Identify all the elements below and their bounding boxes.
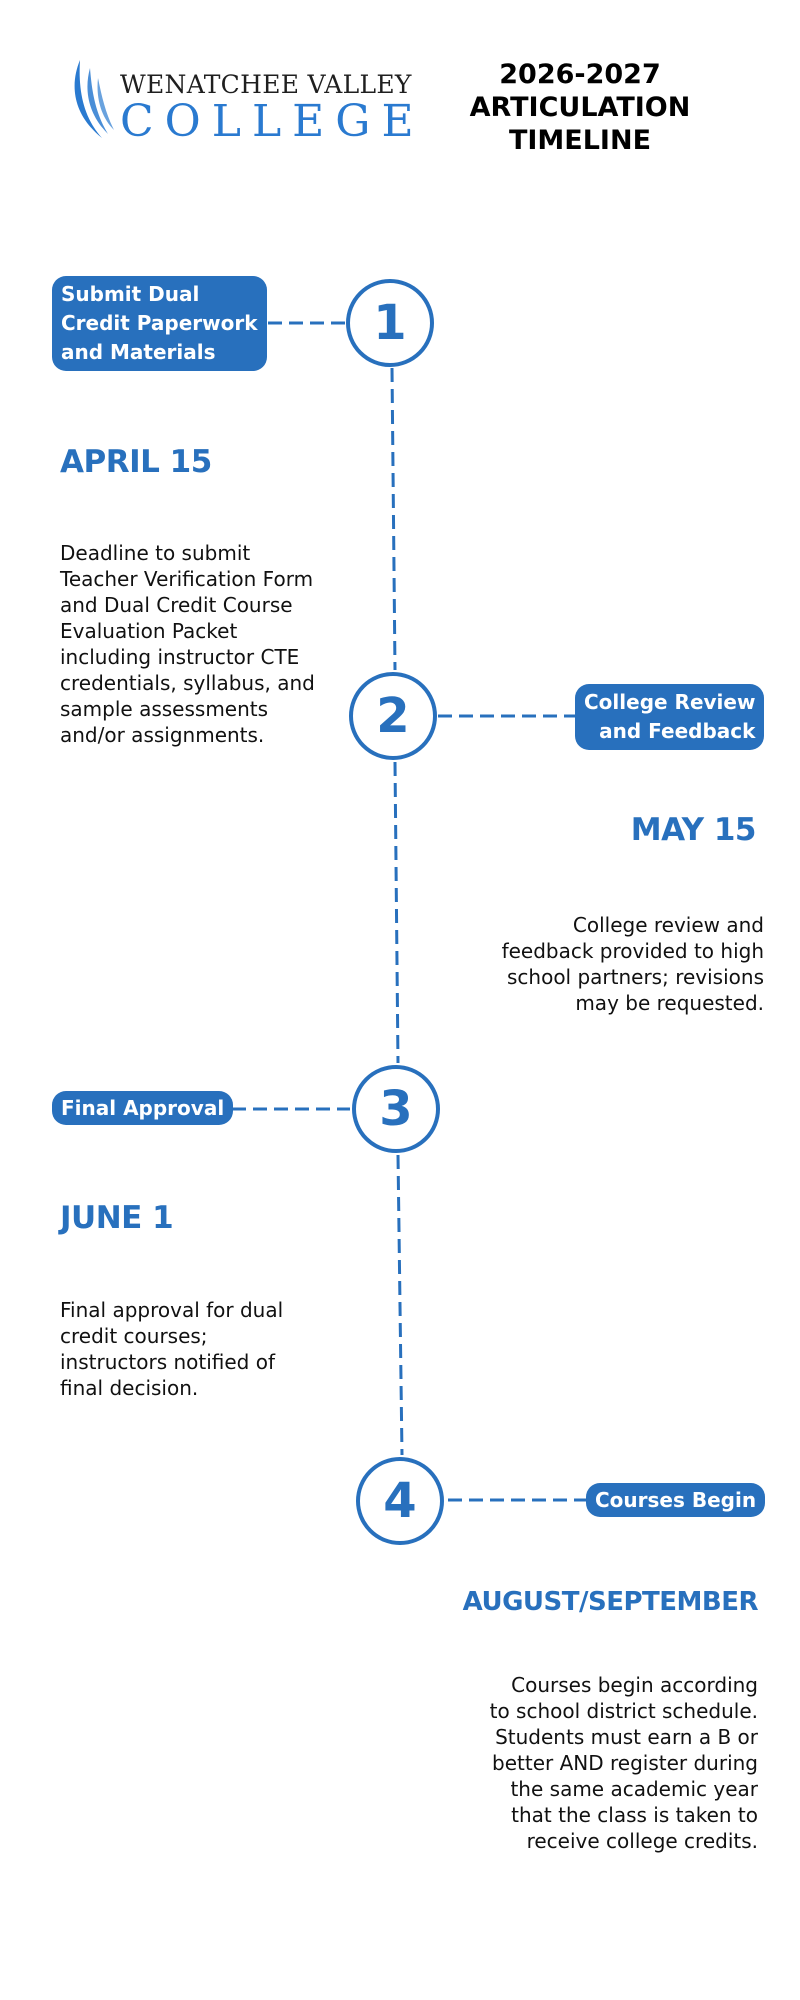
step-1-label-line: Submit Dual	[61, 282, 200, 306]
title-line-articulation: ARTICULATION	[469, 92, 691, 123]
step-2-label-line: and Feedback	[599, 719, 756, 743]
step-2-label-line: College Review	[584, 690, 756, 714]
step-2-date: MAY 15	[630, 812, 756, 848]
step-4-description: Courses begin according to school district schedule. Students must earn a B or better AND register during the same academic year that the class is taken to receive college credits.	[489, 1673, 758, 1853]
step-4-circle: 4	[356, 1457, 444, 1545]
flame-logo-icon	[68, 56, 118, 146]
page-title	[435, 58, 725, 157]
step-4-label	[586, 1483, 765, 1517]
step-4-date: AUGUST/SEPTEMBER	[462, 1587, 758, 1617]
title-line-timeline: TIMELINE	[508, 125, 652, 156]
step-1-label	[52, 276, 267, 371]
timeline-line-2-3	[395, 762, 398, 1063]
title-year: 2026-2027	[499, 59, 661, 90]
step-1-date: APRIL 15	[60, 444, 212, 480]
step-2-label	[575, 684, 764, 750]
step-2-circle: 2	[349, 672, 437, 760]
step-3-circle: 3	[352, 1065, 440, 1153]
step-1-label-line: and Materials	[61, 340, 216, 364]
timeline-line-3-4	[398, 1155, 402, 1455]
step-4-label-line: Courses Begin	[595, 1488, 757, 1512]
step-3-date: JUNE 1	[60, 1200, 174, 1236]
step-1-label-line: Credit Paperwork	[61, 311, 258, 335]
college-logo	[68, 56, 425, 147]
timeline-line-1-2	[392, 368, 395, 670]
step-1-description: Deadline to submit Teacher Verification Form and Dual Credit Course Evaluation Packet including instructor CTE credentials, syllabus, and sample assessments and/or assignments.	[60, 541, 315, 747]
step-3-label	[52, 1091, 233, 1125]
step-3-label-line: Final Approval	[61, 1096, 225, 1120]
logo-text-top: WENATCHEE VALLEY	[120, 70, 412, 99]
logo-text-bottom: COLLEGE	[120, 96, 425, 147]
step-3-description: Final approval for dual credit courses; instructors notified of final decision.	[60, 1298, 284, 1400]
step-2-description: College review and feedback provided to high school partners; revisions may be requested.	[501, 913, 764, 1015]
step-1-circle: 1	[346, 279, 434, 367]
